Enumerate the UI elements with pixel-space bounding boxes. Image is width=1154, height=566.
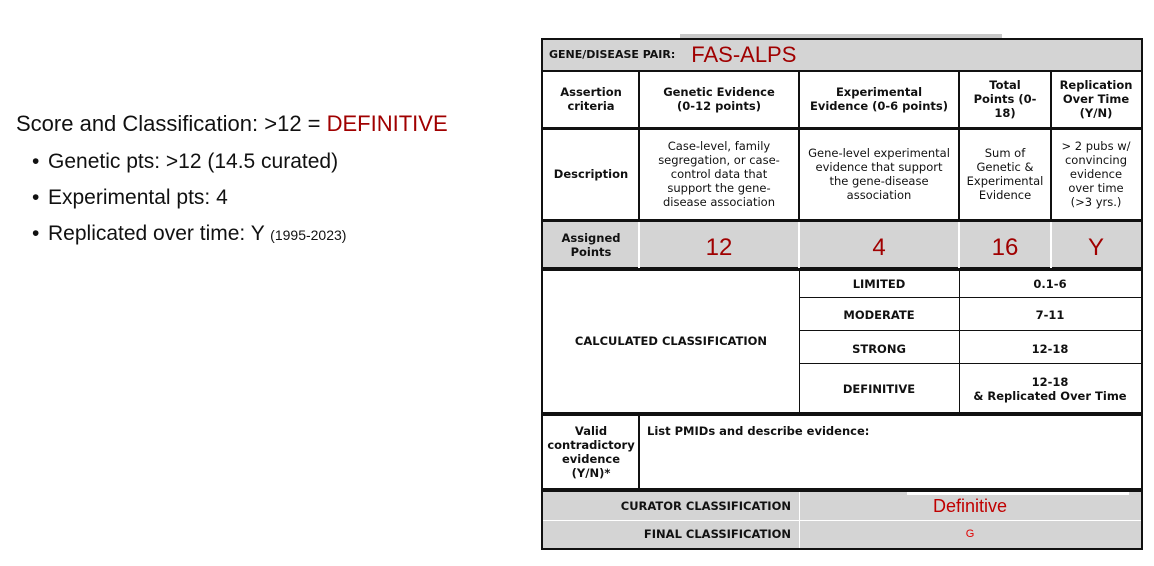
bullet-genetic: • Genetic pts: >12 (14.5 curated) xyxy=(38,144,516,180)
calc-definitive-range xyxy=(959,365,1141,412)
rule-calc-1 xyxy=(799,297,1141,298)
calc-definitive-range-value: 12-18 xyxy=(1031,374,1069,389)
rule-calc-3 xyxy=(799,363,1141,364)
vrule-3-assigned xyxy=(958,222,960,268)
vrule-calc-left xyxy=(799,270,800,412)
assigned-experimental: 4 xyxy=(872,234,886,261)
vrule-3-top xyxy=(958,70,960,222)
pair-label: GENE/DISEASE PAIR: xyxy=(549,48,676,61)
pair-value: FAS-ALPS xyxy=(691,42,797,67)
curator-label: CURATOR CLASSIFICATION xyxy=(620,499,791,513)
rule-footer-mid xyxy=(543,520,1141,521)
bullet-replicated xyxy=(38,216,516,253)
rule-calc-bottom xyxy=(543,412,1141,416)
final-value: G xyxy=(965,528,975,540)
curator-value-gap xyxy=(907,492,1129,495)
bullet-experimental: • Experimental pts: 4 xyxy=(38,180,516,216)
calculated-label: CALCULATED CLASSIFICATION xyxy=(574,334,768,348)
score-summary xyxy=(16,110,516,253)
assigned-genetic: 12 xyxy=(705,234,733,261)
score-value: DEFINITIVE xyxy=(326,111,448,136)
rule-calc-2 xyxy=(799,330,1141,331)
assigned-label: Assigned Points xyxy=(561,231,621,259)
score-classification-line xyxy=(16,110,516,138)
vrule-1-top xyxy=(638,70,640,222)
vrule-1-assigned xyxy=(638,222,640,268)
header-assertion: Assertion criteria xyxy=(560,85,622,113)
vrule-2-top xyxy=(798,70,800,222)
description-label: Description xyxy=(553,167,629,181)
header-total: Total Points (0-18) xyxy=(973,78,1037,120)
rule-contradictory-bottom xyxy=(543,488,1141,492)
gene-disease-pair-row xyxy=(543,40,1141,70)
calc-limited-range: 0.1-6 xyxy=(1033,277,1067,291)
vrule-4-top xyxy=(1050,70,1052,222)
calc-strong-name: STRONG xyxy=(852,341,906,356)
calc-moderate-name: MODERATE xyxy=(843,308,915,322)
description-experimental: Gene-level experimental evidence that support the gene-disease association xyxy=(808,146,950,202)
calc-strong-range: 12-18 xyxy=(1031,341,1069,356)
vrule-footer xyxy=(799,492,800,548)
calc-limited-name: LIMITED xyxy=(852,277,906,291)
vrule-calc-mid xyxy=(959,270,960,412)
vrule-4-assigned xyxy=(1050,222,1052,268)
score-label: Score and Classification: >12 = xyxy=(16,111,327,136)
vrule-contradictory xyxy=(638,416,640,488)
final-label: FINAL CLASSIFICATION xyxy=(643,527,791,541)
calc-definitive-range-note: & Replicated Over Time xyxy=(973,388,1127,403)
description-replication: > 2 pubs w/ convincing evidence over time (>3 yrs.) xyxy=(1061,139,1131,209)
score-bullets xyxy=(16,144,516,253)
vrule-2-assigned xyxy=(798,222,800,268)
assigned-total: 16 xyxy=(991,234,1019,261)
bullet-replicated-years: (1995-2023) xyxy=(270,227,347,243)
header-genetic: Genetic Evidence (0-12 points) xyxy=(663,85,775,113)
bullet-replicated-main: Replicated over time: Y xyxy=(48,222,271,245)
calc-definitive-name: DEFINITIVE xyxy=(842,381,916,396)
header-experimental: Experimental Evidence (0-6 points) xyxy=(809,85,949,113)
contradictory-prompt: List PMIDs and describe evidence: xyxy=(647,424,870,438)
contradictory-label: Valid contradictory evidence (Y/N)* xyxy=(547,424,635,480)
curator-value: Definitive xyxy=(932,496,1008,516)
header-replication: Replication Over Time (Y/N) xyxy=(1059,78,1133,120)
description-total: Sum of Genetic & Experimental Evidence xyxy=(966,146,1044,202)
calc-moderate-range: 7-11 xyxy=(1035,308,1065,322)
classification-table xyxy=(541,38,1143,550)
description-genetic: Case-level, family segregation, or case-control data that support the gene-disease association xyxy=(658,139,780,209)
assigned-replication: Y xyxy=(1087,234,1104,261)
